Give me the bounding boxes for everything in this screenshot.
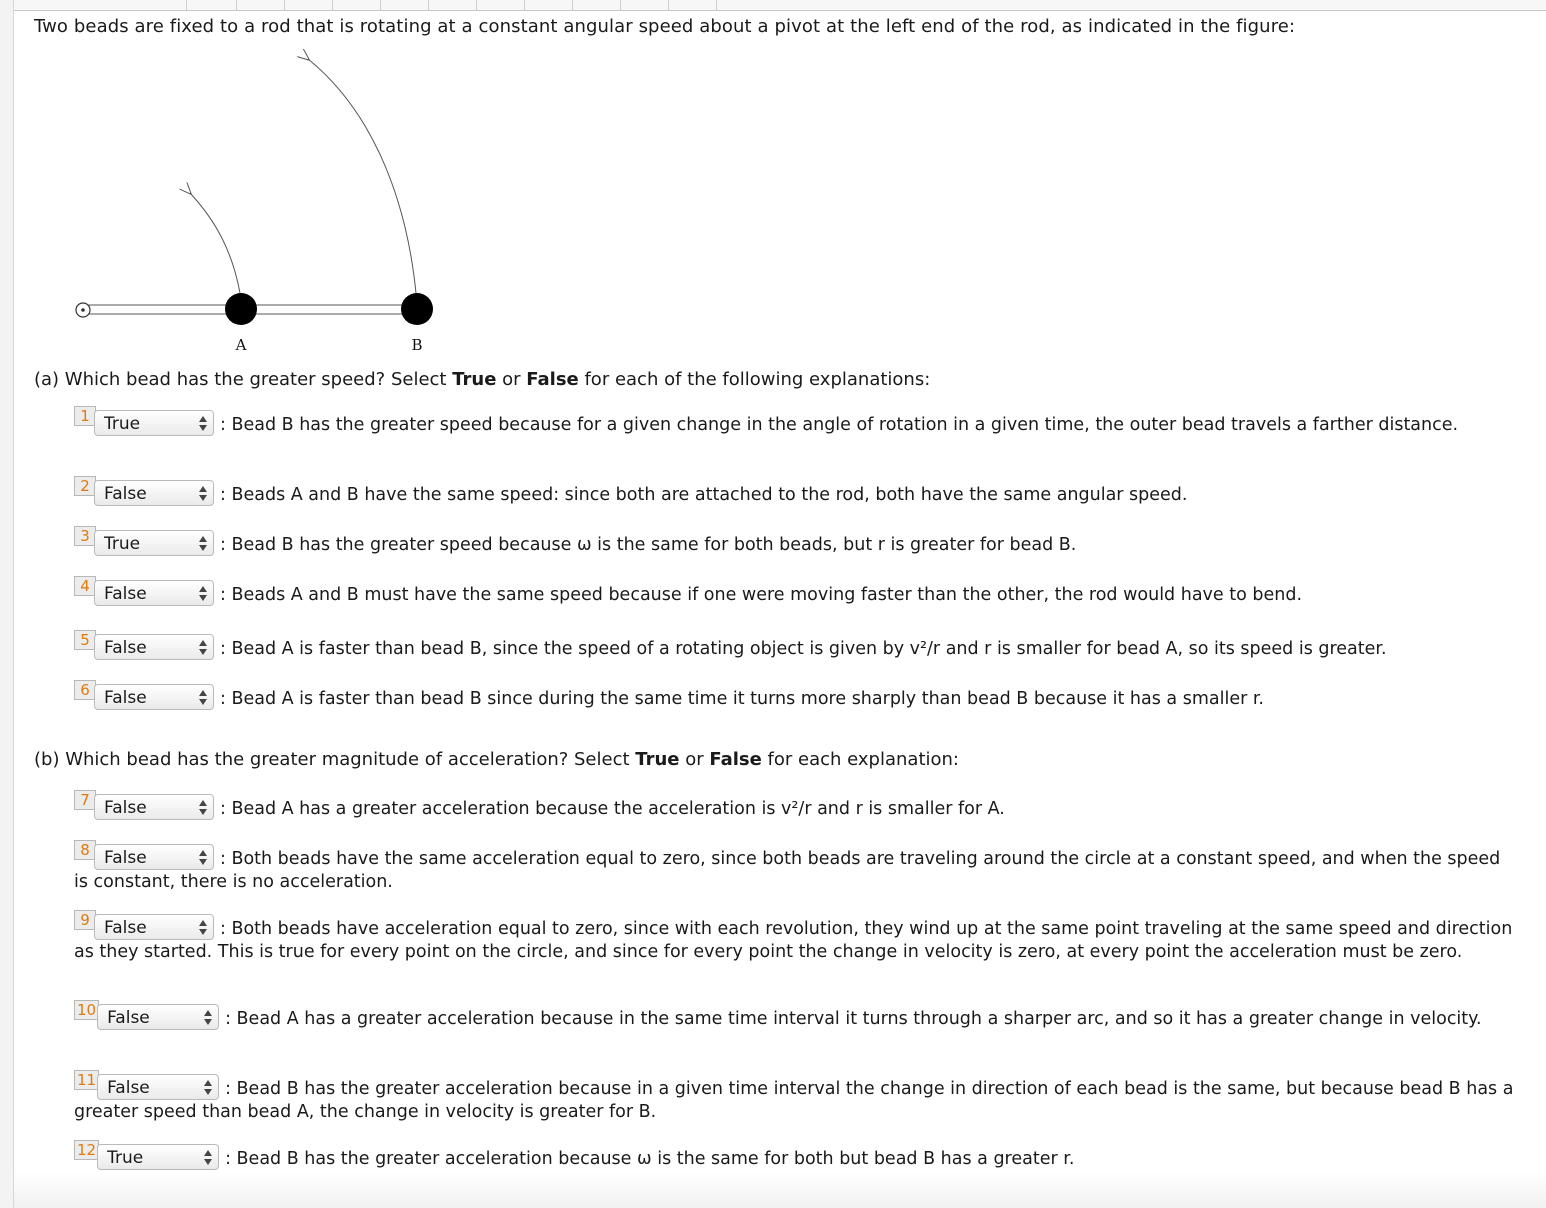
question-number: 9 — [74, 910, 96, 930]
select-arrows-icon — [204, 1150, 212, 1165]
bottom-shade — [14, 1172, 1546, 1208]
answer-select-11[interactable]: False — [97, 1074, 219, 1100]
problem-intro: Two beads are fixed to a rod that is rotating at a constant angular speed about a pivot at the left end of the rod, as indicated in the figure: — [34, 16, 1296, 37]
question-number: 3 — [74, 526, 96, 546]
select-arrows-icon — [204, 1080, 212, 1095]
question-5: 5 False : Bead A is faster than bead B, since the speed of a rotating object is given by v²/r and r is smaller for bead A, so its speed is greater. — [74, 636, 1514, 662]
question-6: 6 False : Bead A is faster than bead B since during the same time it turns more sharply than bead B because it has a smaller r. — [74, 686, 1514, 712]
question-number: 12 — [74, 1140, 99, 1160]
bead-a-arc — [190, 193, 240, 293]
rotating-rod-figure — [60, 45, 480, 365]
question-number: 8 — [74, 840, 96, 860]
select-arrows-icon — [199, 640, 207, 655]
question-number: 2 — [74, 476, 96, 496]
answer-select-12[interactable]: True — [97, 1144, 219, 1170]
select-arrows-icon — [199, 850, 207, 865]
bead-a — [225, 293, 257, 325]
question-number: 1 — [74, 406, 96, 426]
question-number: 11 — [74, 1070, 99, 1090]
top-tab-strip — [14, 0, 1546, 11]
select-arrows-icon — [199, 486, 207, 501]
select-arrows-icon — [199, 690, 207, 705]
select-arrows-icon — [204, 1010, 212, 1025]
question-number: 7 — [74, 790, 96, 810]
part-a-heading: (a) Which bead has the greater speed? Select True or False for each of the following explanations: — [34, 369, 931, 390]
question-3: 3 True : Bead B has the greater speed because ω is the same for both beads, but r is greater for bead B. — [74, 532, 1514, 558]
question-7: 7 False : Bead A has a greater acceleration because the acceleration is v²/r and r is smaller for A. — [74, 796, 1514, 822]
answer-select-4[interactable]: False — [94, 580, 214, 606]
bead-b-label: B — [411, 336, 423, 354]
question-1: 1 True : Bead B has the greater speed because for a given change in the angle of rotation in a given time, the outer bead travels a farther distance. — [74, 412, 1514, 438]
answer-select-7[interactable]: False — [94, 794, 214, 820]
select-arrows-icon — [199, 920, 207, 935]
answer-select-2[interactable]: False — [94, 480, 214, 506]
part-b-heading: (b) Which bead has the greater magnitude of acceleration? Select True or False for each explanation: — [34, 749, 959, 770]
answer-select-3[interactable]: True — [94, 530, 214, 556]
answer-select-1[interactable]: True — [94, 410, 214, 436]
answer-select-5[interactable]: False — [94, 634, 214, 660]
bead-b — [401, 293, 433, 325]
question-number: 5 — [74, 630, 96, 650]
answer-select-10[interactable]: False — [97, 1004, 219, 1030]
answer-select-9[interactable]: False — [94, 914, 214, 940]
question-8: 8 False : Both beads have the same acceleration equal to zero, since both beads are traveling around the circle at a constant speed, and when the speed is constant, there is no acceleration. — [74, 841, 1501, 892]
answer-select-8[interactable]: False — [94, 844, 214, 870]
select-arrows-icon — [199, 800, 207, 815]
bead-a-label: A — [235, 336, 247, 354]
question-4: 4 False : Beads A and B must have the same speed because if one were moving faster than the other, the rod would have to bend. — [74, 582, 1514, 608]
question-number: 6 — [74, 680, 96, 700]
question-12: 12 True : Bead B has the greater acceleration because ω is the same for both but bead B has a greater r. — [74, 1146, 1514, 1172]
bead-b-arc — [308, 59, 416, 293]
question-9: 9 False : Both beads have acceleration equal to zero, since with each revolution, they wind up at the same point traveling at the same speed and direction as they started. This is true for every point on the circle, and since for every point the change in velocity is zero, at every point the acceleration must be zero. — [74, 911, 1513, 962]
select-arrows-icon — [199, 536, 207, 551]
select-arrows-icon — [199, 416, 207, 431]
question-2: 2 False : Beads A and B have the same speed: since both are attached to the rod, both have the same angular speed. — [74, 482, 1514, 508]
question-11: 11 False : Bead B has the greater acceleration because in a given time interval the change in direction of each bead is the same, but because bead B has a greater speed than bead A, the change in velocity is greater for B. — [74, 1071, 1514, 1122]
question-10: 10 False : Bead A has a greater acceleration because in the same time interval it turns through a sharper arc, and so it has a greater change in velocity. — [74, 1006, 1514, 1032]
answer-select-6[interactable]: False — [94, 684, 214, 710]
question-number: 4 — [74, 576, 96, 596]
question-number: 10 — [74, 1000, 99, 1020]
select-arrows-icon — [199, 586, 207, 601]
left-border — [0, 0, 14, 1208]
